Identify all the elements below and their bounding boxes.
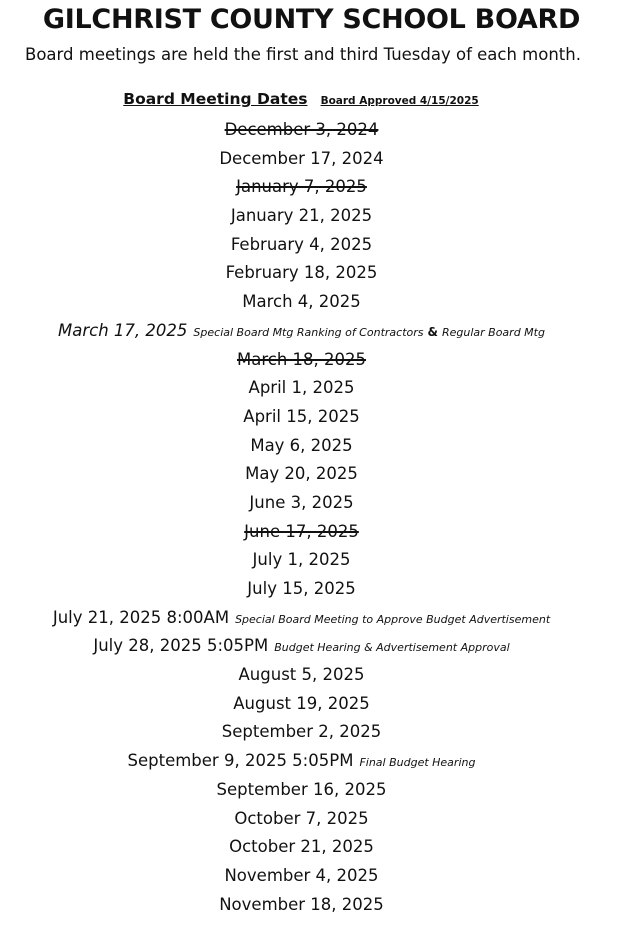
meeting-date-text: March 18, 2025 [236, 349, 367, 369]
cancelled-meeting-date [0, 173, 603, 202]
meeting-date-text: April 15, 2025 [243, 406, 360, 426]
meeting-date [0, 747, 603, 776]
meeting-date-text: June 17, 2025 [244, 521, 359, 541]
meeting-date [0, 776, 603, 805]
meeting-date [0, 145, 603, 174]
meeting-date-text: November 4, 2025 [224, 865, 379, 885]
meeting-date-text: August 5, 2025 [238, 665, 365, 685]
meeting-date-text: December 3, 2024 [224, 120, 379, 139]
meeting-date-text: February 4, 2025 [230, 234, 373, 254]
meeting-date [0, 460, 603, 489]
meeting-date [0, 718, 603, 747]
meeting-date [0, 489, 603, 518]
meeting-dates-list [0, 116, 603, 919]
meeting-date [0, 833, 603, 862]
section-heading [0, 89, 602, 111]
meeting-date [0, 632, 603, 661]
meeting-date [0, 403, 603, 432]
meeting-date-text: July 21, 2025 8:00AM [52, 607, 230, 627]
meeting-date [0, 575, 603, 604]
meeting-date [0, 862, 603, 891]
meeting-date [0, 317, 603, 346]
meeting-date [0, 604, 603, 633]
approval-note: Board Approved 4/15/2025 [320, 95, 479, 107]
page-subtitle: Board meetings are held the first and third Tuesday of each month. [25, 45, 581, 64]
cancelled-meeting-date [0, 116, 603, 145]
meeting-note: Final Budget Hearing [359, 756, 476, 770]
meeting-date-text: October 7, 2025 [234, 808, 369, 828]
meeting-date [0, 891, 603, 920]
meeting-date [0, 202, 603, 231]
meeting-date-text: April 1, 2025 [248, 378, 355, 398]
meeting-date-text: January 21, 2025 [230, 206, 373, 226]
meeting-date-text: September 9, 2025 5:05PM [127, 751, 354, 771]
meeting-date-text: July 1, 2025 [252, 550, 351, 570]
meeting-date-text: March 17, 2025 [58, 320, 188, 340]
meeting-date-text: December 17, 2024 [219, 148, 384, 168]
cancelled-meeting-date [0, 518, 603, 547]
meeting-date-text: February 18, 2025 [225, 263, 378, 283]
meeting-date [0, 288, 603, 317]
meeting-note: Special Board Meeting to Approve Budget Advertisement [235, 612, 551, 626]
meeting-date [0, 231, 603, 260]
meeting-date-text: July 15, 2025 [247, 579, 356, 598]
meeting-note: Special Board Mtg Ranking of Contractors [193, 325, 424, 339]
meeting-date [0, 805, 603, 834]
cancelled-meeting-date [0, 346, 603, 375]
meeting-date-text: March 4, 2025 [242, 292, 361, 312]
meeting-date [0, 374, 603, 403]
meeting-date-text: August 19, 2025 [233, 693, 370, 713]
meeting-date [0, 546, 603, 575]
ampersand: & [427, 324, 438, 339]
page-title: GILCHRIST COUNTY SCHOOL BOARD [42, 4, 581, 35]
meeting-date-text: September 2, 2025 [221, 722, 382, 742]
heading-label: Board Meeting Dates [123, 90, 308, 108]
meeting-date-text: July 28, 2025 5:05PM [93, 636, 269, 656]
meeting-date-text: June 3, 2025 [249, 492, 354, 512]
meeting-date-text: November 18, 2025 [219, 894, 384, 914]
meeting-note-secondary: Regular Board Mtg [441, 325, 545, 339]
meeting-date-text: September 16, 2025 [216, 779, 387, 799]
meeting-date-text: October 21, 2025 [229, 837, 374, 857]
meeting-date-text: May 20, 2025 [245, 464, 358, 484]
meeting-date-text: May 6, 2025 [250, 435, 353, 455]
meeting-date [0, 432, 603, 461]
meeting-note: Budget Hearing & Advertisement Approval [274, 641, 510, 655]
meeting-date-text: January 7, 2025 [236, 177, 367, 197]
meeting-date [0, 259, 603, 288]
meeting-date [0, 661, 603, 690]
meeting-date [0, 690, 603, 719]
